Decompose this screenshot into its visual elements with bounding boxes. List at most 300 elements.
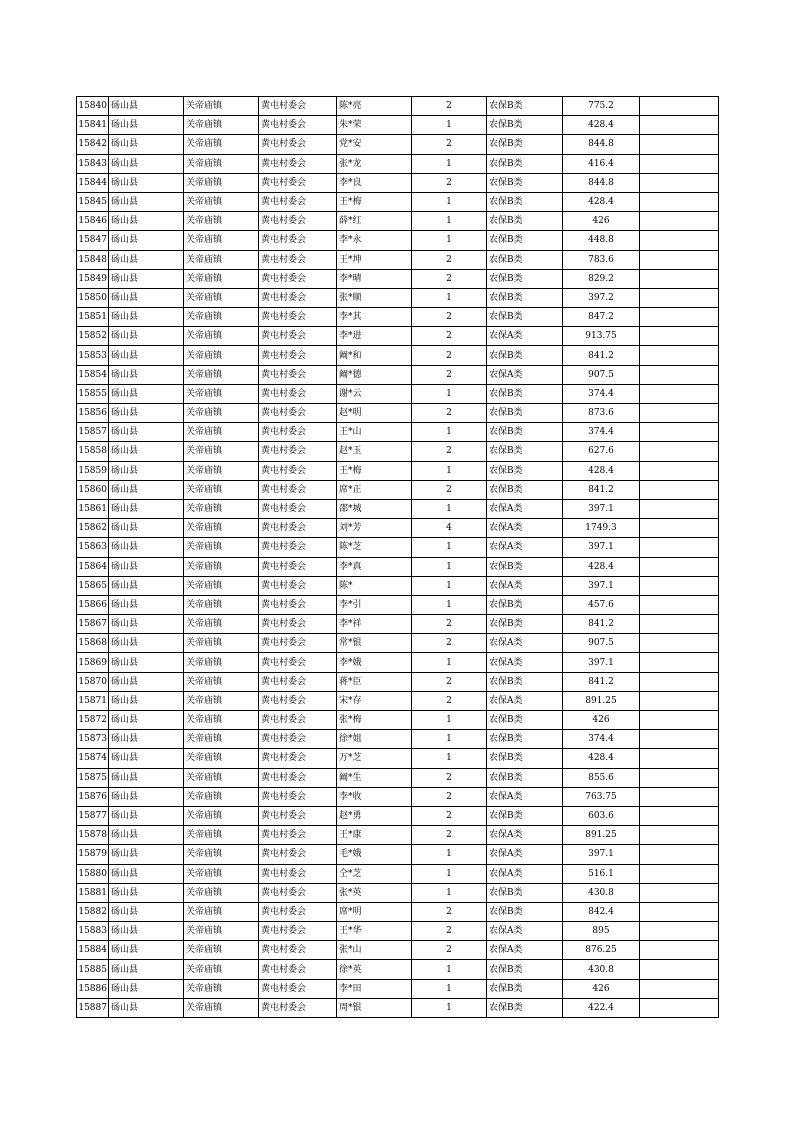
- name-cell: 谢*云: [337, 384, 412, 403]
- row-number-cell: 15861: [77, 499, 109, 518]
- row-number-cell: 15853: [77, 346, 109, 365]
- amount-cell: 847.2: [563, 308, 640, 327]
- amount-cell: 876.25: [563, 941, 640, 960]
- insurance-type-cell: 农保B类: [487, 346, 563, 365]
- county-cell: 砀山县: [109, 173, 184, 192]
- household-count-cell: 1: [412, 653, 487, 672]
- household-count-cell: 2: [412, 691, 487, 710]
- table-row: [77, 711, 719, 730]
- insurance-type-cell: 农保B类: [487, 384, 563, 403]
- village-committee-cell: 黄屯村委会: [259, 269, 337, 288]
- remark-cell: [640, 615, 719, 634]
- village-committee-cell: 黄屯村委会: [259, 404, 337, 423]
- county-cell: 砀山县: [109, 691, 184, 710]
- household-count-cell: 1: [412, 192, 487, 211]
- insurance-type-cell: 农保B类: [487, 212, 563, 231]
- name-cell: 赵*玉: [337, 442, 412, 461]
- name-cell: 阚*德: [337, 365, 412, 384]
- remark-cell: [640, 519, 719, 538]
- table-row: [77, 327, 719, 346]
- county-cell: 砀山县: [109, 615, 184, 634]
- row-number-cell: 15873: [77, 730, 109, 749]
- table-row: [77, 288, 719, 307]
- household-count-cell: 1: [412, 576, 487, 595]
- table-row: [77, 864, 719, 883]
- county-cell: 砀山县: [109, 384, 184, 403]
- county-cell: 砀山县: [109, 672, 184, 691]
- town-cell: 关帝庙镇: [184, 116, 259, 135]
- town-cell: 关帝庙镇: [184, 404, 259, 423]
- name-cell: 王*山: [337, 423, 412, 442]
- insurance-type-cell: 农保B类: [487, 768, 563, 787]
- county-cell: 砀山县: [109, 499, 184, 518]
- remark-cell: [640, 173, 719, 192]
- county-cell: 砀山县: [109, 960, 184, 979]
- remark-cell: [640, 346, 719, 365]
- town-cell: 关帝庙镇: [184, 423, 259, 442]
- insurance-type-cell: 农保B类: [487, 711, 563, 730]
- amount-cell: 907.5: [563, 365, 640, 384]
- household-count-cell: 1: [412, 749, 487, 768]
- county-cell: 砀山县: [109, 730, 184, 749]
- name-cell: 赵*明: [337, 404, 412, 423]
- village-committee-cell: 黄屯村委会: [259, 327, 337, 346]
- table-row: [77, 941, 719, 960]
- remark-cell: [640, 672, 719, 691]
- insurance-type-cell: 农保B类: [487, 423, 563, 442]
- village-committee-cell: 黄屯村委会: [259, 653, 337, 672]
- county-cell: 砀山县: [109, 461, 184, 480]
- county-cell: 砀山县: [109, 941, 184, 960]
- insurance-type-cell: 农保B类: [487, 806, 563, 825]
- table-row: [77, 519, 719, 538]
- insurance-type-cell: 农保A类: [487, 826, 563, 845]
- remark-cell: [640, 250, 719, 269]
- name-cell: 王*坤: [337, 250, 412, 269]
- insurance-type-cell: 农保B类: [487, 749, 563, 768]
- town-cell: 关帝庙镇: [184, 672, 259, 691]
- remark-cell: [640, 423, 719, 442]
- town-cell: 关帝庙镇: [184, 653, 259, 672]
- insurance-type-cell: 农保A类: [487, 787, 563, 806]
- amount-cell: 426: [563, 711, 640, 730]
- remark-cell: [640, 212, 719, 231]
- row-number-cell: 15882: [77, 902, 109, 921]
- table-row: [77, 173, 719, 192]
- household-count-cell: 1: [412, 231, 487, 250]
- table-row: [77, 576, 719, 595]
- insurance-type-cell: 农保B类: [487, 557, 563, 576]
- remark-cell: [640, 461, 719, 480]
- remark-cell: [640, 691, 719, 710]
- row-number-cell: 15851: [77, 308, 109, 327]
- table-row: [77, 902, 719, 921]
- row-number-cell: 15872: [77, 711, 109, 730]
- village-committee-cell: 黄屯村委会: [259, 883, 337, 902]
- village-committee-cell: 黄屯村委会: [259, 826, 337, 845]
- village-committee-cell: 黄屯村委会: [259, 499, 337, 518]
- village-committee-cell: 黄屯村委会: [259, 845, 337, 864]
- table-row: [77, 730, 719, 749]
- town-cell: 关帝庙镇: [184, 442, 259, 461]
- county-cell: 砀山县: [109, 864, 184, 883]
- household-count-cell: 2: [412, 787, 487, 806]
- table-row: [77, 787, 719, 806]
- insurance-type-cell: 农保B类: [487, 442, 563, 461]
- records-table: [76, 96, 719, 1018]
- town-cell: 关帝庙镇: [184, 883, 259, 902]
- amount-cell: 891.25: [563, 691, 640, 710]
- insurance-type-cell: 农保B类: [487, 998, 563, 1017]
- county-cell: 砀山县: [109, 423, 184, 442]
- name-cell: 蒋*臣: [337, 672, 412, 691]
- village-committee-cell: 黄屯村委会: [259, 116, 337, 135]
- county-cell: 砀山县: [109, 480, 184, 499]
- household-count-cell: 2: [412, 269, 487, 288]
- table-row: [77, 384, 719, 403]
- amount-cell: 428.4: [563, 461, 640, 480]
- name-cell: 刘*芳: [337, 519, 412, 538]
- insurance-type-cell: 农保B类: [487, 154, 563, 173]
- household-count-cell: 2: [412, 768, 487, 787]
- insurance-type-cell: 农保B类: [487, 308, 563, 327]
- row-number-cell: 15848: [77, 250, 109, 269]
- table-row: [77, 806, 719, 825]
- village-committee-cell: 黄屯村委会: [259, 768, 337, 787]
- row-number-cell: 15883: [77, 922, 109, 941]
- amount-cell: 891.25: [563, 826, 640, 845]
- amount-cell: 842.4: [563, 902, 640, 921]
- village-committee-cell: 黄屯村委会: [259, 461, 337, 480]
- county-cell: 砀山县: [109, 365, 184, 384]
- name-cell: 毛*娥: [337, 845, 412, 864]
- row-number-cell: 15840: [77, 97, 109, 116]
- row-number-cell: 15866: [77, 595, 109, 614]
- remark-cell: [640, 979, 719, 998]
- name-cell: 陈*芝: [337, 538, 412, 557]
- table-row: [77, 960, 719, 979]
- household-count-cell: 2: [412, 346, 487, 365]
- household-count-cell: 2: [412, 941, 487, 960]
- row-number-cell: 15884: [77, 941, 109, 960]
- village-committee-cell: 黄屯村委会: [259, 154, 337, 173]
- row-number-cell: 15887: [77, 998, 109, 1017]
- county-cell: 砀山县: [109, 826, 184, 845]
- county-cell: 砀山县: [109, 442, 184, 461]
- remark-cell: [640, 499, 719, 518]
- name-cell: 李*其: [337, 308, 412, 327]
- town-cell: 关帝庙镇: [184, 768, 259, 787]
- name-cell: 张*梅: [337, 711, 412, 730]
- county-cell: 砀山县: [109, 154, 184, 173]
- town-cell: 关帝庙镇: [184, 960, 259, 979]
- town-cell: 关帝庙镇: [184, 480, 259, 499]
- town-cell: 关帝庙镇: [184, 998, 259, 1017]
- town-cell: 关帝庙镇: [184, 231, 259, 250]
- county-cell: 砀山县: [109, 116, 184, 135]
- household-count-cell: 2: [412, 97, 487, 116]
- county-cell: 砀山县: [109, 519, 184, 538]
- table-row: [77, 998, 719, 1017]
- table-row: [77, 672, 719, 691]
- row-number-cell: 15842: [77, 135, 109, 154]
- county-cell: 砀山县: [109, 192, 184, 211]
- amount-cell: 422.4: [563, 998, 640, 1017]
- row-number-cell: 15845: [77, 192, 109, 211]
- insurance-type-cell: 农保B类: [487, 231, 563, 250]
- table-row: [77, 250, 719, 269]
- county-cell: 砀山县: [109, 404, 184, 423]
- village-committee-cell: 黄屯村委会: [259, 941, 337, 960]
- town-cell: 关帝庙镇: [184, 787, 259, 806]
- remark-cell: [640, 538, 719, 557]
- insurance-type-cell: 农保B类: [487, 672, 563, 691]
- insurance-type-cell: 农保B类: [487, 116, 563, 135]
- insurance-type-cell: 农保B类: [487, 288, 563, 307]
- name-cell: 陈*亮: [337, 97, 412, 116]
- village-committee-cell: 黄屯村委会: [259, 672, 337, 691]
- town-cell: 关帝庙镇: [184, 806, 259, 825]
- village-committee-cell: 黄屯村委会: [259, 730, 337, 749]
- household-count-cell: 1: [412, 154, 487, 173]
- county-cell: 砀山县: [109, 135, 184, 154]
- amount-cell: 416.4: [563, 154, 640, 173]
- table-row: [77, 634, 719, 653]
- row-number-cell: 15879: [77, 845, 109, 864]
- town-cell: 关帝庙镇: [184, 499, 259, 518]
- county-cell: 砀山县: [109, 308, 184, 327]
- county-cell: 砀山县: [109, 634, 184, 653]
- remark-cell: [640, 941, 719, 960]
- village-committee-cell: 黄屯村委会: [259, 519, 337, 538]
- county-cell: 砀山县: [109, 749, 184, 768]
- household-count-cell: 2: [412, 480, 487, 499]
- remark-cell: [640, 883, 719, 902]
- village-committee-cell: 黄屯村委会: [259, 288, 337, 307]
- county-cell: 砀山县: [109, 883, 184, 902]
- table-row: [77, 826, 719, 845]
- insurance-type-cell: 农保B类: [487, 404, 563, 423]
- amount-cell: 907.5: [563, 634, 640, 653]
- insurance-type-cell: 农保A类: [487, 499, 563, 518]
- row-number-cell: 15876: [77, 787, 109, 806]
- household-count-cell: 1: [412, 883, 487, 902]
- row-number-cell: 15843: [77, 154, 109, 173]
- county-cell: 砀山县: [109, 346, 184, 365]
- household-count-cell: 1: [412, 538, 487, 557]
- table-row: [77, 423, 719, 442]
- household-count-cell: 1: [412, 288, 487, 307]
- county-cell: 砀山县: [109, 922, 184, 941]
- household-count-cell: 2: [412, 327, 487, 346]
- village-committee-cell: 黄屯村委会: [259, 864, 337, 883]
- county-cell: 砀山县: [109, 231, 184, 250]
- table-row: [77, 154, 719, 173]
- household-count-cell: 2: [412, 250, 487, 269]
- county-cell: 砀山县: [109, 327, 184, 346]
- town-cell: 关帝庙镇: [184, 308, 259, 327]
- remark-cell: [640, 902, 719, 921]
- amount-cell: 844.8: [563, 173, 640, 192]
- amount-cell: 841.2: [563, 480, 640, 499]
- row-number-cell: 15850: [77, 288, 109, 307]
- village-committee-cell: 黄屯村委会: [259, 173, 337, 192]
- table-row: [77, 442, 719, 461]
- remark-cell: [640, 864, 719, 883]
- county-cell: 砀山县: [109, 97, 184, 116]
- household-count-cell: 1: [412, 960, 487, 979]
- row-number-cell: 15852: [77, 327, 109, 346]
- remark-cell: [640, 288, 719, 307]
- household-count-cell: 2: [412, 442, 487, 461]
- amount-cell: 895: [563, 922, 640, 941]
- town-cell: 关帝庙镇: [184, 192, 259, 211]
- row-number-cell: 15846: [77, 212, 109, 231]
- town-cell: 关帝庙镇: [184, 212, 259, 231]
- remark-cell: [640, 192, 719, 211]
- remark-cell: [640, 730, 719, 749]
- village-committee-cell: 黄屯村委会: [259, 250, 337, 269]
- name-cell: 李*进: [337, 327, 412, 346]
- remark-cell: [640, 845, 719, 864]
- name-cell: 赵*勇: [337, 806, 412, 825]
- town-cell: 关帝庙镇: [184, 615, 259, 634]
- amount-cell: 426: [563, 979, 640, 998]
- remark-cell: [640, 634, 719, 653]
- amount-cell: 430.8: [563, 960, 640, 979]
- town-cell: 关帝庙镇: [184, 519, 259, 538]
- name-cell: 李*收: [337, 787, 412, 806]
- village-committee-cell: 黄屯村委会: [259, 634, 337, 653]
- county-cell: 砀山县: [109, 557, 184, 576]
- row-number-cell: 15881: [77, 883, 109, 902]
- insurance-type-cell: 农保A类: [487, 365, 563, 384]
- village-committee-cell: 黄屯村委会: [259, 615, 337, 634]
- row-number-cell: 15867: [77, 615, 109, 634]
- table-row: [77, 192, 719, 211]
- town-cell: 关帝庙镇: [184, 902, 259, 921]
- town-cell: 关帝庙镇: [184, 749, 259, 768]
- village-committee-cell: 黄屯村委会: [259, 902, 337, 921]
- row-number-cell: 15847: [77, 231, 109, 250]
- name-cell: 李*娥: [337, 653, 412, 672]
- table-row: [77, 212, 719, 231]
- insurance-type-cell: 农保B类: [487, 979, 563, 998]
- row-number-cell: 15865: [77, 576, 109, 595]
- amount-cell: 516.1: [563, 864, 640, 883]
- row-number-cell: 15885: [77, 960, 109, 979]
- row-number-cell: 15863: [77, 538, 109, 557]
- row-number-cell: 15886: [77, 979, 109, 998]
- row-number-cell: 15849: [77, 269, 109, 288]
- amount-cell: 397.1: [563, 538, 640, 557]
- amount-cell: 763.75: [563, 787, 640, 806]
- amount-cell: 428.4: [563, 749, 640, 768]
- household-count-cell: 1: [412, 499, 487, 518]
- village-committee-cell: 黄屯村委会: [259, 787, 337, 806]
- town-cell: 关帝庙镇: [184, 135, 259, 154]
- row-number-cell: 15864: [77, 557, 109, 576]
- table-row: [77, 883, 719, 902]
- table-row: [77, 116, 719, 135]
- name-cell: 仝*芝: [337, 864, 412, 883]
- table-row: [77, 922, 719, 941]
- name-cell: 党*安: [337, 135, 412, 154]
- remark-cell: [640, 960, 719, 979]
- county-cell: 砀山县: [109, 212, 184, 231]
- county-cell: 砀山县: [109, 806, 184, 825]
- village-committee-cell: 黄屯村委会: [259, 97, 337, 116]
- amount-cell: 428.4: [563, 192, 640, 211]
- remark-cell: [640, 826, 719, 845]
- remark-cell: [640, 749, 719, 768]
- town-cell: 关帝庙镇: [184, 250, 259, 269]
- village-committee-cell: 黄屯村委会: [259, 423, 337, 442]
- remark-cell: [640, 384, 719, 403]
- insurance-type-cell: 农保B类: [487, 173, 563, 192]
- name-cell: 李*良: [337, 173, 412, 192]
- village-committee-cell: 黄屯村委会: [259, 135, 337, 154]
- amount-cell: 397.1: [563, 499, 640, 518]
- remark-cell: [640, 442, 719, 461]
- amount-cell: 913.75: [563, 327, 640, 346]
- town-cell: 关帝庙镇: [184, 922, 259, 941]
- remark-cell: [640, 327, 719, 346]
- row-number-cell: 15862: [77, 519, 109, 538]
- town-cell: 关帝庙镇: [184, 173, 259, 192]
- town-cell: 关帝庙镇: [184, 346, 259, 365]
- name-cell: 王*康: [337, 826, 412, 845]
- village-committee-cell: 黄屯村委会: [259, 749, 337, 768]
- table-row: [77, 231, 719, 250]
- village-committee-cell: 黄屯村委会: [259, 442, 337, 461]
- name-cell: 王*梅: [337, 192, 412, 211]
- town-cell: 关帝庙镇: [184, 634, 259, 653]
- insurance-type-cell: 农保B类: [487, 730, 563, 749]
- town-cell: 关帝庙镇: [184, 691, 259, 710]
- insurance-type-cell: 农保B类: [487, 595, 563, 614]
- table-row: [77, 269, 719, 288]
- name-cell: 阚*生: [337, 768, 412, 787]
- table-row: [77, 135, 719, 154]
- remark-cell: [640, 97, 719, 116]
- name-cell: 李*晴: [337, 269, 412, 288]
- county-cell: 砀山县: [109, 288, 184, 307]
- table-row: [77, 768, 719, 787]
- table-row: [77, 595, 719, 614]
- name-cell: 万*芝: [337, 749, 412, 768]
- amount-cell: 397.1: [563, 576, 640, 595]
- remark-cell: [640, 653, 719, 672]
- amount-cell: 374.4: [563, 423, 640, 442]
- row-number-cell: 15871: [77, 691, 109, 710]
- household-count-cell: 2: [412, 615, 487, 634]
- name-cell: 李*真: [337, 557, 412, 576]
- insurance-type-cell: 农保A类: [487, 845, 563, 864]
- insurance-type-cell: 农保A类: [487, 653, 563, 672]
- household-count-cell: 1: [412, 845, 487, 864]
- amount-cell: 448.8: [563, 231, 640, 250]
- amount-cell: 430.8: [563, 883, 640, 902]
- remark-cell: [640, 135, 719, 154]
- row-number-cell: 15874: [77, 749, 109, 768]
- remark-cell: [640, 231, 719, 250]
- town-cell: 关帝庙镇: [184, 576, 259, 595]
- village-committee-cell: 黄屯村委会: [259, 308, 337, 327]
- amount-cell: 844.8: [563, 135, 640, 154]
- row-number-cell: 15844: [77, 173, 109, 192]
- remark-cell: [640, 308, 719, 327]
